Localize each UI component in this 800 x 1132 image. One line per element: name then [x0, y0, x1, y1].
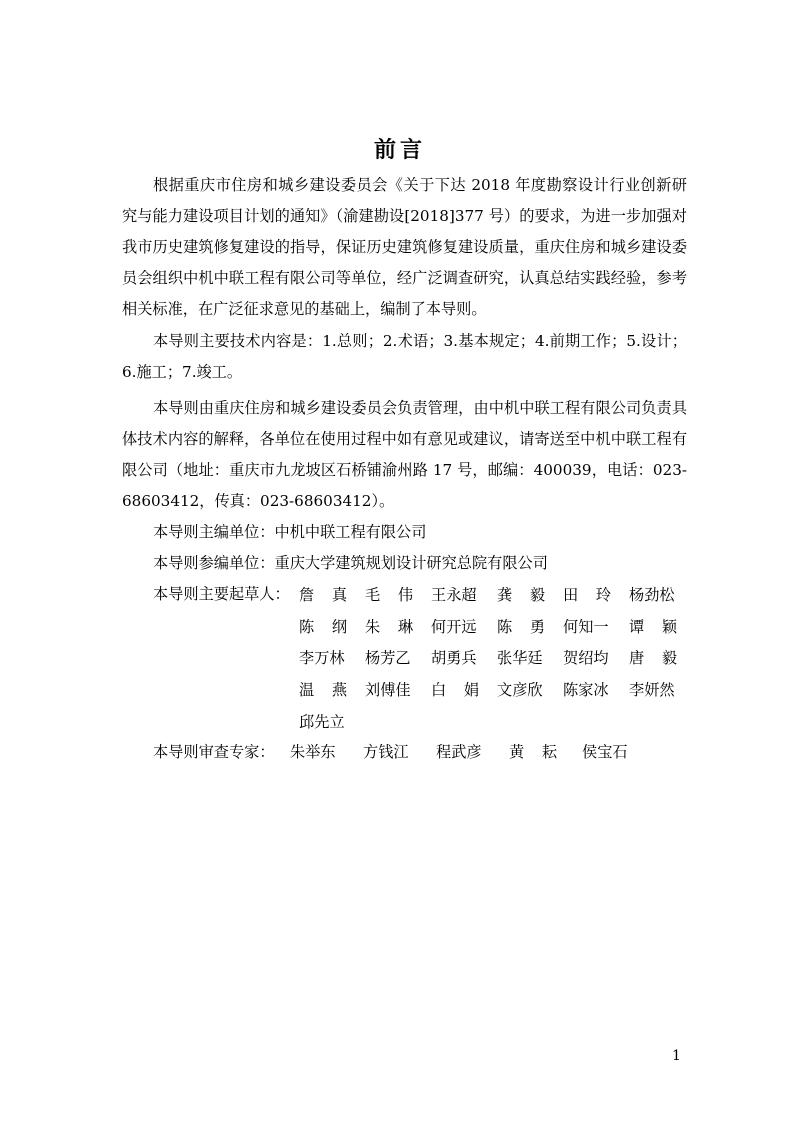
paragraph-management: 本导则由重庆住房和城乡建设委员会负责管理，由中机中联工程有限公司负责具体技术内容的解释，各单位在使用过程中如有意见或建议，请寄送至中机中联工程有限公司（地址：重庆市九龙坡区石桥铺渝州路 17 号，邮编：400039，电话：023-68603412，传真：023-68603412）。	[122, 399, 687, 510]
chief-editor-unit: 本导则主编单位：中机中联工程有限公司	[153, 523, 427, 541]
drafter-name: 邱先立	[299, 712, 345, 731]
drafter-name: 李万林	[299, 649, 345, 668]
drafter-name: 杨劲松	[629, 586, 675, 605]
participating-editor-unit: 本导则参编单位：重庆大学建筑规划设计研究总院有限公司	[153, 554, 548, 572]
drafter-name: 杨芳乙	[365, 649, 411, 668]
drafter-name: 张华廷	[497, 649, 543, 668]
drafter-name: 刘傅佳	[365, 681, 411, 700]
drafter-name: 田 玲	[563, 586, 611, 605]
drafter-name: 陈 勇	[497, 617, 545, 636]
reviewer-name: 侯宝石	[582, 743, 628, 761]
drafter-name: 陈家冰	[563, 681, 609, 700]
drafter-name: 李妍然	[629, 681, 675, 700]
drafter-name: 詹 真	[299, 586, 347, 605]
drafter-name: 胡勇兵	[431, 649, 477, 668]
reviewers-list	[290, 737, 655, 768]
reviewers-label: 本导则审查专家：	[153, 743, 275, 761]
drafter-name: 谭 颖	[629, 617, 677, 636]
drafter-name: 文彦欣	[497, 681, 543, 700]
drafters-label: 本导则主要起草人：	[153, 585, 290, 603]
paragraph-contents: 本导则主要技术内容是：1.总则；2.术语；3.基本规定；4.前期工作；5.设计；6.施工；7.竣工。	[122, 332, 687, 381]
paragraph-basis: 根据重庆市住房和城乡建设委员会《关于下达 2018 年度勘察设计行业创新研究与能力建设项目计划的通知》（渝建勘设[2018]377 号）的要求，为进一步加强对我市历史建筑修复建设的指导，保证历史建筑修复建设质量，重庆住房和城乡建设委员会组织中机中联工程有限公司等单位，经广泛调查研究，认真总结实践经验，参考相关标准，在广泛征求意见的基础上，编制了本导则。	[122, 176, 687, 318]
drafter-name: 温 燕	[299, 681, 347, 700]
drafter-name: 王永超	[431, 586, 477, 605]
reviewer-name: 方钱江	[363, 743, 409, 761]
drafter-name: 毛 伟	[365, 586, 413, 605]
drafter-name: 白 娟	[431, 681, 479, 700]
drafters-list	[299, 579, 691, 737]
drafter-name: 陈 纲	[299, 617, 347, 636]
page-title: 前言	[373, 137, 426, 163]
drafter-name: 贺绍均	[563, 649, 609, 668]
page-number: 1	[672, 1048, 681, 1064]
drafter-name: 龚 毅	[497, 586, 545, 605]
drafter-name: 朱 琳	[365, 617, 413, 636]
reviewer-name: 朱举东	[290, 743, 336, 761]
reviewer-name: 黄 耘	[509, 743, 557, 761]
drafter-name: 何知一	[563, 617, 609, 636]
reviewer-name: 程武彦	[436, 743, 482, 761]
drafter-name: 唐 毅	[629, 649, 677, 668]
drafter-name: 何开远	[431, 617, 477, 636]
